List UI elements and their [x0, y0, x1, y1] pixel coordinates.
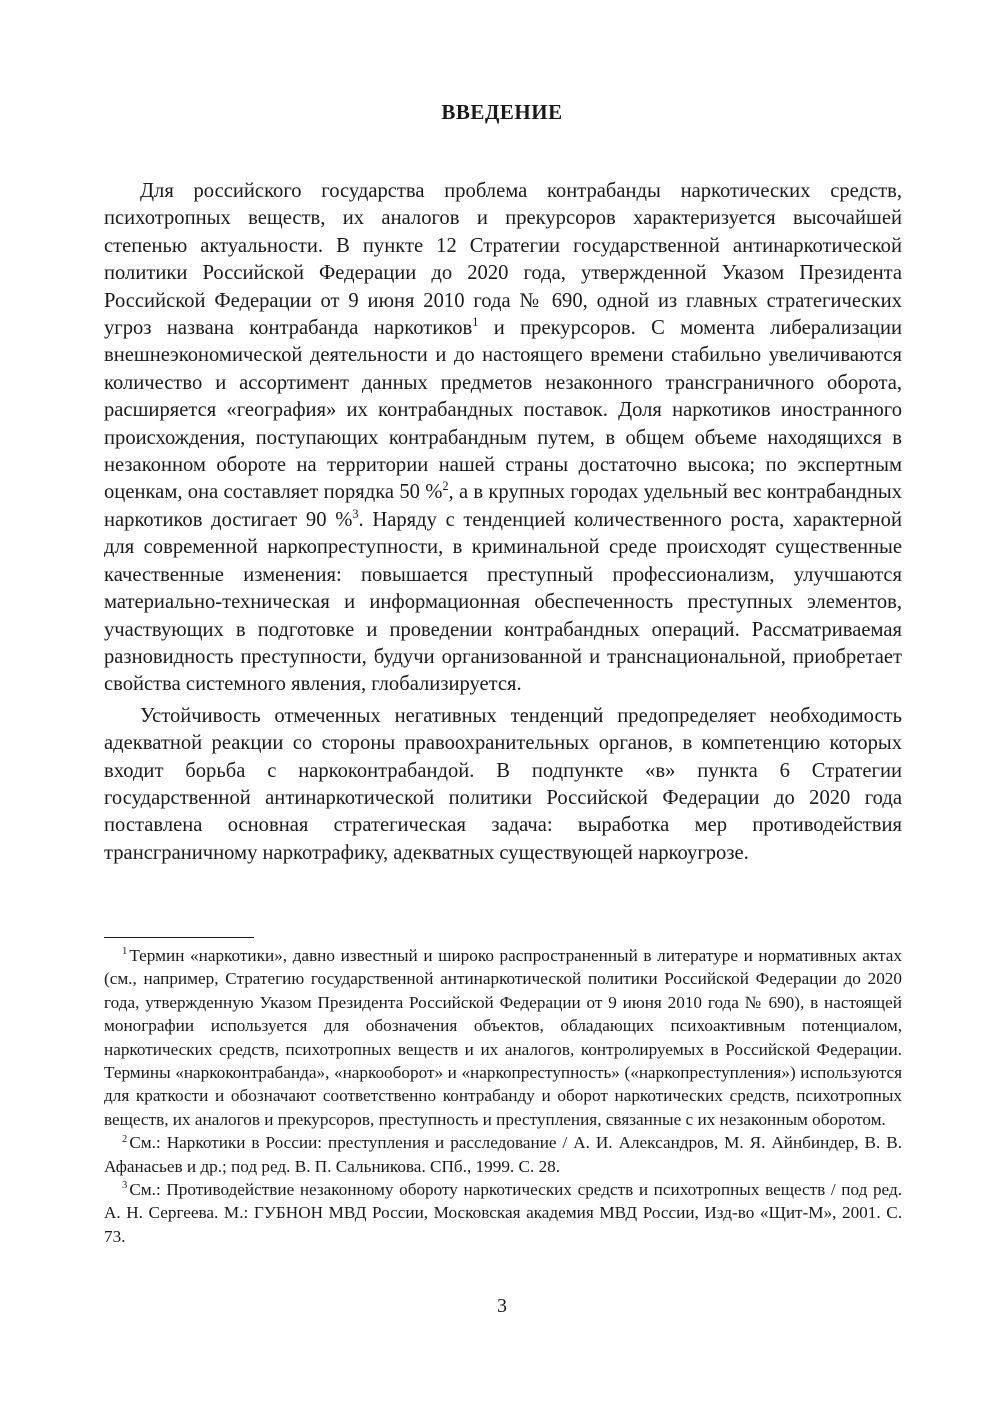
footnote-separator — [104, 937, 254, 938]
footnote-1-mark: 1 — [122, 946, 128, 958]
paragraph-2: Устойчивость отмеченных негативных тенденций предопределяет необходимость адекватной реакции со стороны правоохранительных органов, в компетенцию которых входит борьба с наркоконтрабандой. В подпункте «в» пункта 6 Стратегии государственной антинаркотической политики Российской Федерации до 2020 года поставлена основная стратегическая задача: выработка мер противодействия трансграничному наркотрафику, адекватных существующей наркоугрозе. — [104, 704, 902, 864]
footnote-3-text: См.: Противодействие незаконному обороту наркотических средств и психотропных веществ / под ред. А. Н. Сергеева. М.: ГУБНОН МВД России, Московская академия МВД России, Изд-во «Щит-М», 2001. С. 73. — [104, 1180, 902, 1246]
footnote-2 — [104, 1131, 902, 1178]
footnote-2-mark: 2 — [122, 1133, 128, 1145]
footnote-3-mark: 3 — [122, 1180, 128, 1192]
footnote-1 — [104, 944, 902, 1131]
main-text — [104, 178, 902, 867]
footnote-ref-1: 1 — [472, 315, 479, 330]
footnote-3 — [104, 1178, 902, 1248]
paragraph-1 — [104, 178, 902, 699]
page-title: ВВЕДЕНИЕ — [441, 100, 563, 124]
footnote-ref-2: 2 — [442, 479, 449, 494]
footnotes — [104, 944, 902, 1248]
footnote-ref-3: 3 — [352, 507, 359, 522]
page-number: 3 — [497, 1295, 507, 1317]
paragraph-1-part-c: , а в крупных городах удельный вес контрабандных наркотиков достигает 90 % — [104, 481, 903, 531]
paragraph-1-part-b: и прекурсоров. С момента либерализации внешнеэкономической деятельности и до настоящего времени стабильно увеличиваются количество и ассортимент данных предметов незаконного трансграничного оборота, расширяется «география» их контрабандных поставок. Доля наркотиков иностранного происхождения, поступающих контрабандным путем, в общем объеме находящихся в незаконном обороте на территории нашей страны достаточно высока; по экспертным оценкам, она составляет порядка 50 % — [104, 317, 902, 504]
paragraph-1-part-d: . Наряду с тенденцией количественного роста, характерной для современной наркопреступности, в криминальной среде происходят существенные качественные изменения: повышается преступный профессионализм, улучшаются материально-техническая и информационная обеспеченность преступных элементов, участвующих в подготовке и проведении контрабандных операций. Рассматриваемая разновидность преступности, будучи организованной и транснациональной, приобретает свойства системного явления, глобализируется. — [104, 508, 902, 696]
footnote-2-text: См.: Наркотики в России: преступления и расследование / А. И. Александров, М. Я. Айнбиндер, В. В. Афанасьев и др.; под ред. В. П. Сальникова. СПб., 1999. С. 28. — [104, 1133, 902, 1176]
footnote-1-text: Термин «наркотики», давно известный и широко распространенный в литературе и нормативных актах (см., например, Стратегию государственной антинаркотической политики Российской Федерации до 2020 года, утвержденную Указом Президента Российской Федерации от 9 июня 2010 года № 690), в настоящей монографии используется для обозначения объектов, обладающих психоактивным потенциалом, наркотических средств, психотропных веществ и их аналогов, контролируемых в Российской Федерации. Термины «наркоконтрабанда», «наркооборот» и «наркопреступность» («наркопреступления») используются для краткости и обозначают соответственно контрабанду и оборот наркотических средств, психотропных веществ, их аналогов и прекурсоров, преступность и преступления, связанные с их незаконным оборотом. — [104, 946, 902, 1129]
paragraph-1-part-a: Для российского государства проблема контрабанды наркотических средств, психотропных веществ, их аналогов и прекурсоров характеризуется высочайшей степенью актуальности. В пункте 12 Стратегии государственной антинаркотической политики Российской Федерации до 2020 года, утвержденной Указом Президента Российской Федерации от 9 июня 2010 года № 690, одной из главных стратегических угроз названа контрабанда наркотиков — [104, 180, 902, 340]
